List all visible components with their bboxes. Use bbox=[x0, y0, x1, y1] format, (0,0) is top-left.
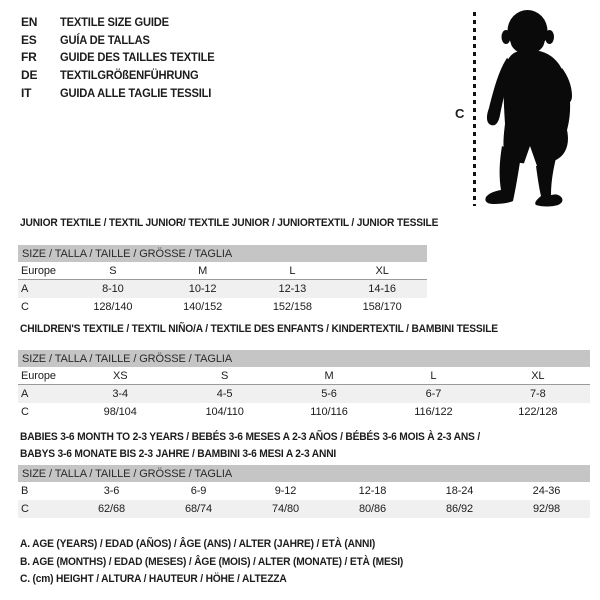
table-cell: 6-9 bbox=[190, 485, 207, 497]
table-cell: 98/104 bbox=[103, 406, 137, 418]
language-code: FR bbox=[21, 50, 37, 65]
size-header-text: SIZE / TALLA / TAILLE / GRÖSSE / TAGLIA bbox=[22, 247, 233, 260]
footnotes bbox=[20, 538, 432, 591]
table-cell: S bbox=[109, 264, 117, 277]
table-title-text: JUNIOR TEXTILE / TEXTIL JUNIOR/ TEXTILE JUNIOR / JUNIORTEXTIL / JUNIOR TESSILE bbox=[20, 217, 439, 229]
language-title: TEXTILE SIZE GUIDE bbox=[60, 14, 169, 29]
height-measure-label: C bbox=[455, 106, 465, 121]
language-code: ES bbox=[21, 32, 37, 47]
table-row bbox=[18, 280, 427, 298]
table-cell: XL bbox=[531, 369, 545, 382]
table-cell: 3-6 bbox=[103, 485, 120, 497]
table-cell: 116/122 bbox=[414, 406, 453, 418]
table-cell: 5-6 bbox=[321, 388, 337, 400]
table-cell: M bbox=[198, 264, 208, 277]
language-row bbox=[21, 66, 226, 84]
table-row bbox=[18, 403, 590, 421]
language-title: TEXTILGRÖßENFÜHRUNG bbox=[60, 68, 199, 83]
table-row bbox=[18, 500, 590, 518]
language-row bbox=[21, 49, 226, 67]
table-cell: 9-12 bbox=[274, 485, 297, 497]
size-table bbox=[18, 262, 427, 316]
table-cell: 140/152 bbox=[183, 301, 223, 313]
table-cell: 92/98 bbox=[532, 503, 561, 515]
size-header-bar bbox=[18, 465, 590, 482]
footnote-text: A. AGE (YEARS) / EDAD (AÑOS) / ÂGE (ANS) / ALTER (JAHRE) / ETÀ (ANNI) bbox=[20, 538, 376, 550]
size-header-text: SIZE / TALLA / TAILLE / GRÖSSE / TAGLIA bbox=[22, 467, 233, 480]
table-cell: 86/92 bbox=[445, 503, 474, 515]
table-title-text: BABYS 3-6 MONATE BIS 2-3 JAHRE / BAMBINI 3-6 MESI A 2-3 ANNI bbox=[20, 448, 337, 460]
size-table bbox=[18, 482, 590, 518]
table-cell: XS bbox=[112, 369, 128, 382]
toddler-silhouette-icon bbox=[484, 8, 578, 212]
table-cell: 10-12 bbox=[188, 283, 217, 295]
footnote-text: C. (cm) HEIGHT / ALTURA / HAUTEUR / HÖHE / ALTEZZA bbox=[20, 573, 287, 585]
children-table-section bbox=[18, 323, 590, 421]
language-code: DE bbox=[21, 68, 38, 83]
table-cell: 8-10 bbox=[102, 283, 124, 295]
table-title bbox=[18, 429, 590, 446]
table-cell: 74/80 bbox=[271, 503, 300, 515]
table-row bbox=[18, 262, 427, 280]
table-cell: 12-13 bbox=[278, 283, 307, 295]
row-label: Europe bbox=[21, 369, 56, 382]
dashed-height-line bbox=[473, 12, 476, 206]
table-row bbox=[18, 298, 427, 316]
size-header-bar bbox=[18, 245, 427, 262]
table-cell: 104/110 bbox=[205, 406, 244, 418]
table-cell: 62/68 bbox=[97, 503, 126, 515]
table-row bbox=[18, 367, 590, 385]
footnote-b bbox=[20, 556, 432, 574]
language-title: GUIDE DES TAILLES TEXTILE bbox=[60, 50, 215, 65]
size-table bbox=[18, 367, 590, 421]
table-row bbox=[18, 482, 590, 500]
table-cell: 6-7 bbox=[425, 388, 442, 400]
table-cell: M bbox=[324, 369, 334, 382]
table-cell: 3-4 bbox=[112, 388, 128, 400]
table-cell: L bbox=[430, 369, 437, 382]
language-row bbox=[21, 84, 226, 102]
language-row bbox=[21, 31, 226, 49]
language-row bbox=[21, 13, 226, 31]
table-cell: 158/170 bbox=[362, 301, 402, 313]
table-cell: XL bbox=[375, 264, 389, 277]
row-label: A bbox=[21, 283, 29, 295]
table-title bbox=[18, 323, 590, 335]
table-title-text: BABIES 3-6 MONTH TO 2-3 YEARS / BEBÉS 3-6 MESES A 2-3 AÑOS / BÉBÉS 3-6 MOIS À 2-3 ANS / bbox=[20, 431, 481, 443]
table-cell: 122/128 bbox=[518, 406, 558, 418]
table-cell: 80/86 bbox=[358, 503, 387, 515]
size-header-text: SIZE / TALLA / TAILLE / GRÖSSE / TAGLIA bbox=[22, 352, 233, 365]
table-title bbox=[18, 217, 439, 229]
table-cell: S bbox=[220, 369, 229, 382]
row-label: C bbox=[21, 301, 29, 313]
language-code: EN bbox=[21, 14, 38, 29]
language-title: GUÍA DE TALLAS bbox=[60, 32, 150, 47]
row-label: Europe bbox=[21, 264, 56, 277]
footnote-a bbox=[20, 538, 432, 556]
footnote-text: B. AGE (MONTHS) / EDAD (MESES) / ÂGE (MOIS) / ALTER (MONATE) / ETÀ (MESI) bbox=[20, 555, 404, 568]
language-list bbox=[21, 13, 226, 102]
table-cell: 128/140 bbox=[93, 301, 133, 313]
babies-table-section bbox=[18, 429, 590, 518]
table-cell: 18-24 bbox=[445, 485, 474, 497]
row-label: A bbox=[21, 388, 29, 400]
row-label: C bbox=[21, 406, 29, 418]
table-cell: 7-8 bbox=[530, 388, 546, 400]
table-cell: 12-18 bbox=[358, 485, 387, 497]
table-title bbox=[18, 446, 590, 463]
row-label: B bbox=[21, 485, 29, 497]
table-cell: 110/116 bbox=[310, 406, 348, 418]
table-cell: 4-5 bbox=[216, 388, 233, 400]
size-header-bar bbox=[18, 350, 590, 367]
language-title: GUIDA ALLE TAGLIE TESSILI bbox=[60, 86, 212, 101]
row-label: C bbox=[21, 503, 29, 515]
table-row bbox=[18, 385, 590, 403]
table-cell: 24-36 bbox=[532, 485, 561, 497]
junior-table-section bbox=[18, 217, 439, 316]
table-title-text: CHILDREN'S TEXTILE / TEXTIL NIÑO/A / TEXTILE DES ENFANTS / KINDERTEXTIL / BAMBINI TESSILE bbox=[20, 323, 498, 335]
table-cell: L bbox=[289, 264, 296, 277]
table-cell: 68/74 bbox=[184, 503, 213, 515]
footnote-c bbox=[20, 573, 432, 591]
table-cell: 14-16 bbox=[368, 283, 396, 295]
language-code: IT bbox=[21, 86, 32, 101]
table-cell: 152/158 bbox=[272, 301, 312, 313]
